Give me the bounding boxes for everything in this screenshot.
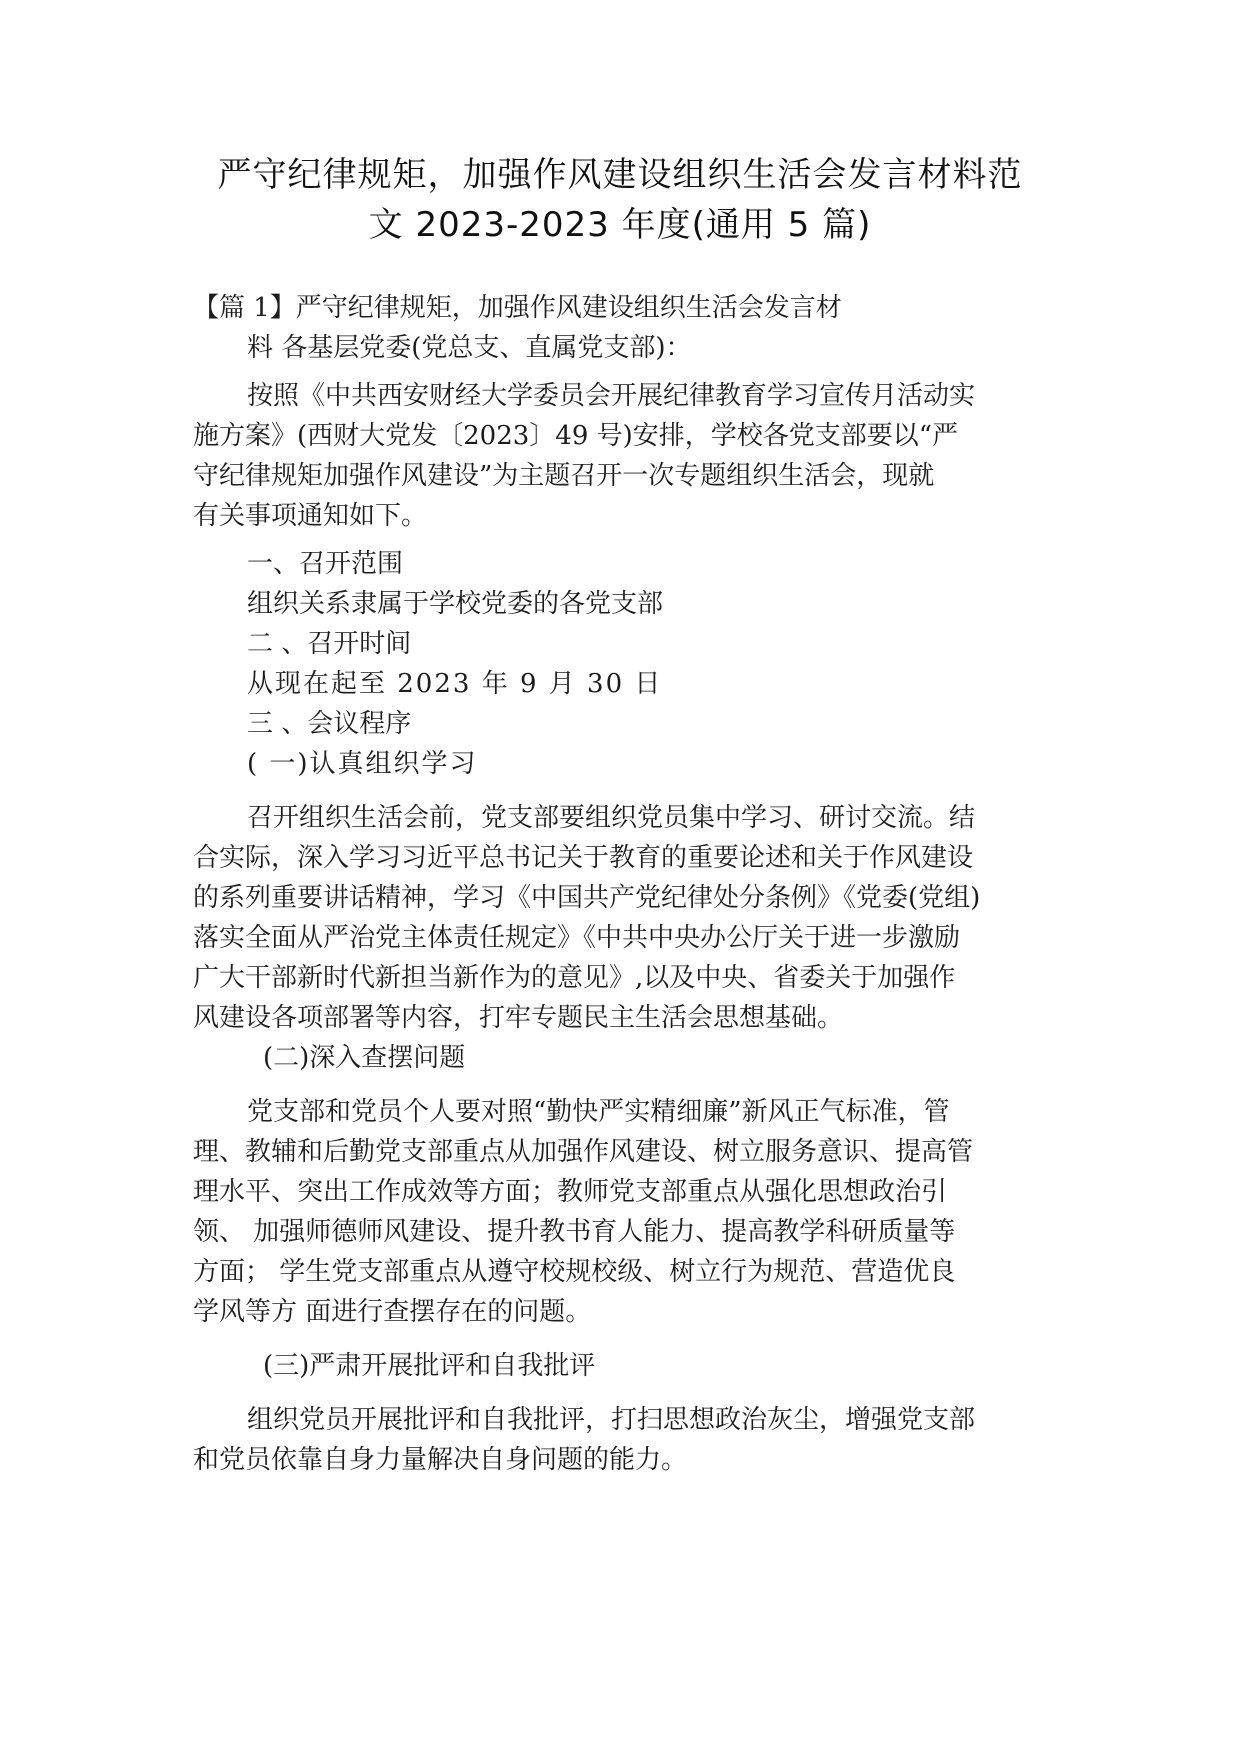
subheading: (三)严肃开展批评和自我批评	[263, 1351, 596, 1381]
paragraph-line: 组织关系隶属于学校党委的各党支部	[247, 589, 664, 619]
paragraph-line: 理、教辅和后勤党支部重点从加强作风建设、树立服务意识、提高管	[193, 1137, 974, 1167]
paragraph-line: 落实全面从严治党主体责任规定》《中共中央办公厅关于进一步激励	[193, 923, 961, 953]
subheading: ( 一)认真组织学习	[247, 749, 478, 779]
paragraph-line: 广大干部新时代新担当新作为的意见》,以及中央、省委关于加强作	[193, 963, 956, 993]
paragraph-line: 理水平、突出工作成效等方面；教师党支部重点从强化思想政治引	[193, 1177, 948, 1207]
paragraph-line: 的系列重要讲话精神，学习《中国共产党纪律处分条例》《党委(党组)	[193, 883, 981, 913]
document-body	[193, 288, 1053, 1480]
paragraph-line: 组织党员开展批评和自我批评，打扫思想政治灰尘，增强党支部	[247, 1405, 976, 1435]
title-line-2: 文 2023-2023 年度(通用 5 篇)	[368, 205, 872, 245]
paragraph-line: 按照《中共西安财经大学委员会开展纪律教育学习宣传月活动实	[247, 381, 976, 411]
paragraph-line: 方面； 学生党支部重点从遵守校规校级、树立行为规范、营造优良	[193, 1257, 956, 1287]
paragraph-line: 施方案》(西财大党发〔2023〕49 号)安排，学校各党支部要以“严	[193, 421, 959, 451]
paragraph-line: 合实际，深入学习习近平总书记关于教育的重要论述和关于作风建设	[193, 843, 974, 873]
paragraph-line: 从现在起至 2023 年 9 月 30 日	[247, 669, 663, 699]
section-heading: 【篇 1】严守纪律规矩，加强作风建设组织生活会发言材	[193, 293, 842, 323]
document-title	[180, 150, 1060, 250]
paragraph-line: 学风等方 面进行查摆存在的问题。	[193, 1297, 592, 1327]
subheading: 二 、召开时间	[247, 629, 412, 659]
paragraph-line: 党支部和党员个人要对照“勤快严实精细廉”新风正气标准，管	[247, 1097, 950, 1127]
paragraph-line: 守纪律规矩加强作风建设”为主题召开一次专题组织生活会，现就	[193, 461, 935, 491]
subheading: 一、召开范围	[247, 549, 404, 579]
paragraph-line: 和党员依靠自身力量解决自身问题的能力。	[193, 1445, 688, 1475]
paragraph-line: 有关事项通知如下。	[193, 501, 428, 531]
paragraph-line: 风建设各项部署等内容，打牢专题民主生活会思想基础。	[193, 1003, 844, 1033]
addressee-line: 料 各基层党委(党总支、直属党支部)：	[247, 333, 692, 363]
paragraph-line: 召开组织生活会前，党支部要组织党员集中学习、研讨交流。结	[247, 803, 976, 833]
subheading: (二)深入查摆问题	[263, 1043, 466, 1073]
paragraph-line: 领、 加强师德师风建设、提升教书育人能力、提高教学科研质量等	[193, 1217, 956, 1247]
subheading: 三 、会议程序	[247, 709, 412, 739]
title-line-1: 严守纪律规矩，加强作风建设组织生活会发言材料范	[217, 155, 1023, 195]
